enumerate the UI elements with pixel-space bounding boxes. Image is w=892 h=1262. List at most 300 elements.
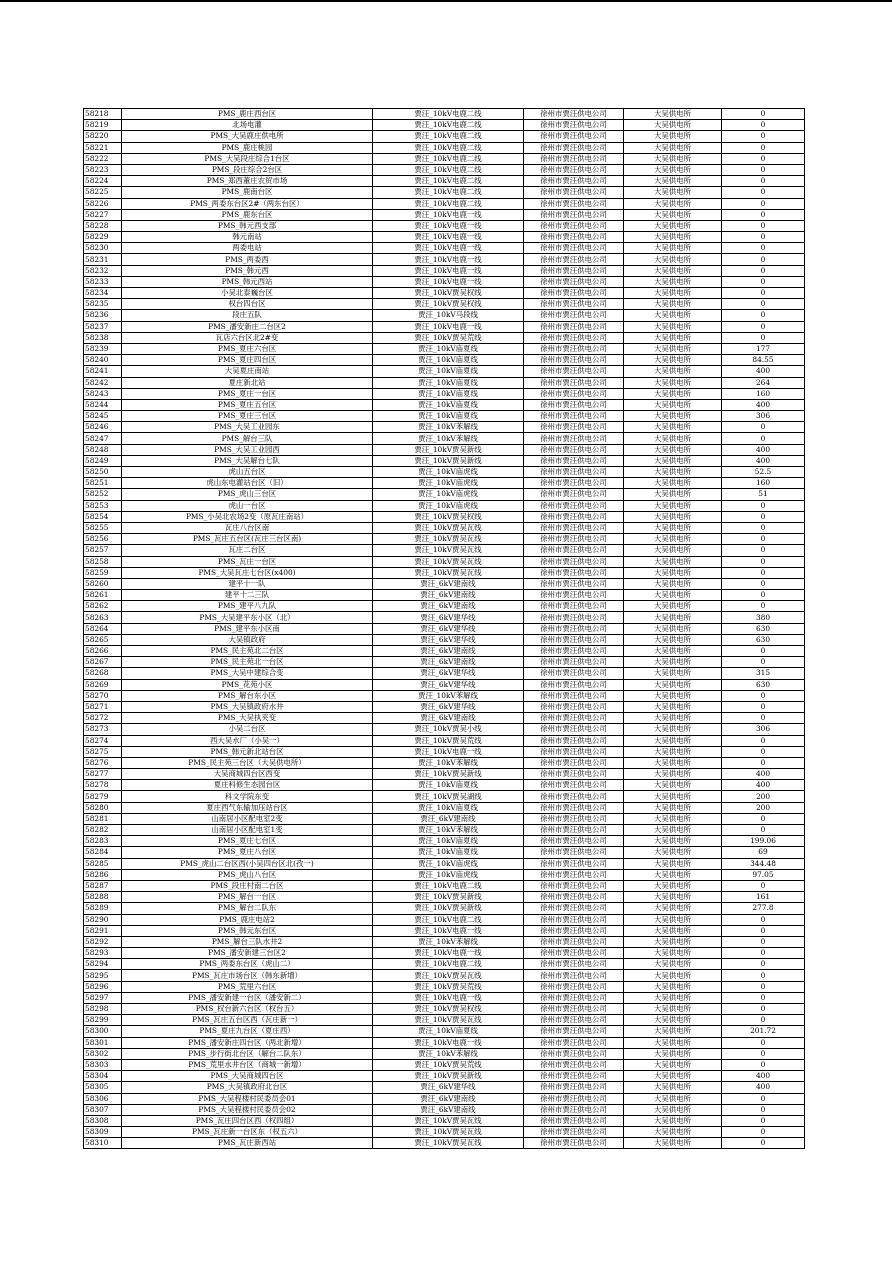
area-name-cell: PMS_大吴建平东小区（北）: [122, 612, 373, 623]
area-name-cell: PMS_鹿庄电站2: [122, 914, 373, 925]
station-cell: 大吴供电所: [624, 959, 722, 970]
capacity-cell: 0: [722, 970, 805, 981]
company-cell: 徐州市贾汪供电公司: [524, 925, 624, 936]
company-cell: 徐州市贾汪供电公司: [524, 209, 624, 220]
record-id-cell: 58235: [84, 299, 122, 310]
area-name-cell: PMS_两委西: [122, 254, 373, 265]
line-name-cell: 贾汪_10kV贾吴权线: [373, 288, 524, 299]
table-row: [84, 1004, 805, 1015]
company-cell: 徐州市贾汪供电公司: [524, 321, 624, 332]
table-row: [84, 522, 805, 533]
table-row: [84, 209, 805, 220]
company-cell: 徐州市贾汪供电公司: [524, 220, 624, 231]
table-row: [84, 914, 805, 925]
station-cell: 大吴供电所: [624, 634, 722, 645]
line-name-cell: 贾汪_10kV贾吴权线: [373, 299, 524, 310]
company-cell: 徐州市贾汪供电公司: [524, 970, 624, 981]
area-name-cell: PMS_两委东台区（虎山二）: [122, 959, 373, 970]
station-cell: 大吴供电所: [624, 131, 722, 142]
capacity-cell: 0: [722, 243, 805, 254]
area-name-cell: PMS_大吴镇政府水井: [122, 701, 373, 712]
capacity-cell: 0: [722, 220, 805, 231]
station-cell: 大吴供电所: [624, 970, 722, 981]
record-id-cell: 58261: [84, 590, 122, 601]
record-id-cell: 58227: [84, 209, 122, 220]
record-id-cell: 58287: [84, 880, 122, 891]
capacity-cell: 0: [722, 265, 805, 276]
capacity-cell: 0: [722, 925, 805, 936]
company-cell: 徐州市贾汪供电公司: [524, 1093, 624, 1104]
record-id-cell: 58308: [84, 1115, 122, 1126]
line-name-cell: 贾汪_10kV庙虎线: [373, 467, 524, 478]
capacity-cell: 0: [722, 276, 805, 287]
line-name-cell: 贾汪_6kV建华线: [373, 623, 524, 634]
capacity-cell: 0: [722, 556, 805, 567]
line-name-cell: 贾汪_10kV贾吴新线: [373, 892, 524, 903]
capacity-cell: 0: [722, 545, 805, 556]
capacity-cell: 0: [722, 825, 805, 836]
capacity-cell: 0: [722, 254, 805, 265]
capacity-cell: 0: [722, 936, 805, 947]
capacity-cell: 0: [722, 310, 805, 321]
area-name-cell: 虎山东电灌站台区（旧）: [122, 478, 373, 489]
capacity-cell: 0: [722, 959, 805, 970]
station-cell: 大吴供电所: [624, 724, 722, 735]
table-row: [84, 981, 805, 992]
station-cell: 大吴供电所: [624, 690, 722, 701]
table-row: [84, 120, 805, 131]
table-body: [84, 109, 805, 1149]
area-name-cell: PMS_荒里六台区: [122, 981, 373, 992]
station-cell: 大吴供电所: [624, 556, 722, 567]
company-cell: 徐州市贾汪供电公司: [524, 243, 624, 254]
area-name-cell: PMS_权台新六台区（权台五）: [122, 1004, 373, 1015]
company-cell: 徐州市贾汪供电公司: [524, 422, 624, 433]
company-cell: 徐州市贾汪供电公司: [524, 444, 624, 455]
company-cell: 徐州市贾汪供电公司: [524, 936, 624, 947]
line-name-cell: 贾汪_10kV庙虎线: [373, 858, 524, 869]
company-cell: 徐州市贾汪供电公司: [524, 1082, 624, 1093]
area-name-cell: PMS_韩元西支部: [122, 220, 373, 231]
area-name-cell: PMS_瓦庄新西站: [122, 1138, 373, 1149]
capacity-cell: 0: [722, 914, 805, 925]
area-name-cell: PMS_荒里水井台区（商城一新增）: [122, 1059, 373, 1070]
company-cell: 徐州市贾汪供电公司: [524, 489, 624, 500]
company-cell: 徐州市贾汪供电公司: [524, 1059, 624, 1070]
station-cell: 大吴供电所: [624, 836, 722, 847]
area-name-cell: PMS_解台二队东: [122, 903, 373, 914]
capacity-cell: 200: [722, 791, 805, 802]
record-id-cell: 58253: [84, 500, 122, 511]
station-cell: 大吴供电所: [624, 411, 722, 422]
company-cell: 徐州市贾汪供电公司: [524, 545, 624, 556]
company-cell: 徐州市贾汪供电公司: [524, 1015, 624, 1026]
line-name-cell: 贾汪_6kV建华线: [373, 612, 524, 623]
table-row: [84, 567, 805, 578]
station-cell: 大吴供电所: [624, 802, 722, 813]
record-id-cell: 58291: [84, 925, 122, 936]
record-id-cell: 58223: [84, 164, 122, 175]
company-cell: 徐州市贾汪供电公司: [524, 522, 624, 533]
company-cell: 徐州市贾汪供电公司: [524, 388, 624, 399]
record-id-cell: 58272: [84, 713, 122, 724]
station-cell: 大吴供电所: [624, 299, 722, 310]
area-name-cell: PMS_段庄村南二台区: [122, 880, 373, 891]
company-cell: 徐州市贾汪供电公司: [524, 1115, 624, 1126]
record-id-cell: 58293: [84, 948, 122, 959]
record-id-cell: 58251: [84, 478, 122, 489]
station-cell: 大吴供电所: [624, 646, 722, 657]
record-id-cell: 58247: [84, 433, 122, 444]
capacity-cell: 0: [722, 992, 805, 1003]
area-name-cell: 大吴商城四台区西变: [122, 769, 373, 780]
table-row: [84, 467, 805, 478]
area-name-cell: PMS_韩元东台区: [122, 925, 373, 936]
table-row: [84, 1015, 805, 1026]
company-cell: 徐州市贾汪供电公司: [524, 769, 624, 780]
area-name-cell: PMS_虎山八台区: [122, 869, 373, 880]
table-row: [84, 690, 805, 701]
record-id-cell: 58270: [84, 690, 122, 701]
station-cell: 大吴供电所: [624, 276, 722, 287]
line-name-cell: 贾汪_10kV电鹿一线: [373, 992, 524, 1003]
company-cell: 徐州市贾汪供电公司: [524, 1004, 624, 1015]
line-name-cell: 贾汪_10kV苯解线: [373, 422, 524, 433]
line-name-cell: 贾汪_10kV庙夏线: [373, 355, 524, 366]
record-id-cell: 58303: [84, 1059, 122, 1070]
company-cell: 徐州市贾汪供电公司: [524, 1127, 624, 1138]
line-name-cell: 贾汪_10kV苯解线: [373, 690, 524, 701]
area-name-cell: PMS_大吴程楼村民委员会02: [122, 1104, 373, 1115]
record-id-cell: 58258: [84, 556, 122, 567]
table-row: [84, 232, 805, 243]
station-cell: 大吴供电所: [624, 399, 722, 410]
record-id-cell: 58220: [84, 131, 122, 142]
line-name-cell: 贾汪_10kV电鹿一线: [373, 265, 524, 276]
table-row: [84, 892, 805, 903]
line-name-cell: 贾汪_10kV苯解线: [373, 757, 524, 768]
record-id-cell: 58288: [84, 892, 122, 903]
capacity-cell: 0: [722, 164, 805, 175]
line-name-cell: 贾汪_10kV贾吴瓦线: [373, 1138, 524, 1149]
record-id-cell: 58242: [84, 377, 122, 388]
capacity-cell: 400: [722, 1071, 805, 1082]
capacity-cell: 0: [722, 153, 805, 164]
record-id-cell: 58301: [84, 1037, 122, 1048]
capacity-cell: 69: [722, 847, 805, 858]
capacity-cell: 315: [722, 668, 805, 679]
record-id-cell: 58255: [84, 522, 122, 533]
area-name-cell: PMS_大吴段庄综合1台区: [122, 153, 373, 164]
area-name-cell: 两委电站: [122, 243, 373, 254]
capacity-cell: 0: [722, 288, 805, 299]
table-row: [84, 1037, 805, 1048]
line-name-cell: 贾汪_10kV贾吴瓦线: [373, 534, 524, 545]
table-row: [84, 444, 805, 455]
area-name-cell: PMS_民主苑北二台区: [122, 646, 373, 657]
table-row: [84, 455, 805, 466]
record-id-cell: 58289: [84, 903, 122, 914]
line-name-cell: 贾汪_10kV贾吴湖线: [373, 791, 524, 802]
company-cell: 徐州市贾汪供电公司: [524, 366, 624, 377]
station-cell: 大吴供电所: [624, 164, 722, 175]
capacity-cell: 0: [722, 735, 805, 746]
station-cell: 大吴供电所: [624, 332, 722, 343]
table-row: [84, 858, 805, 869]
station-cell: 大吴供电所: [624, 1026, 722, 1037]
company-cell: 徐州市贾汪供电公司: [524, 668, 624, 679]
company-cell: 徐州市贾汪供电公司: [524, 153, 624, 164]
record-id-cell: 58232: [84, 265, 122, 276]
table-row: [84, 310, 805, 321]
record-id-cell: 58278: [84, 780, 122, 791]
table-row: [84, 534, 805, 545]
line-name-cell: 贾汪_10kV庙夏线: [373, 343, 524, 354]
line-name-cell: 贾汪_10kV庙虎线: [373, 478, 524, 489]
line-name-cell: 贾汪_10kV贾吴新线: [373, 444, 524, 455]
station-cell: 大吴供电所: [624, 701, 722, 712]
station-cell: 大吴供电所: [624, 377, 722, 388]
table-row: [84, 332, 805, 343]
area-name-cell: PMS_夏庄七台区: [122, 836, 373, 847]
line-name-cell: 贾汪_10kV贾吴荒线: [373, 332, 524, 343]
table-row: [84, 925, 805, 936]
capacity-cell: 0: [722, 131, 805, 142]
capacity-cell: 0: [722, 299, 805, 310]
record-id-cell: 58259: [84, 567, 122, 578]
company-cell: 徐州市贾汪供电公司: [524, 567, 624, 578]
company-cell: 徐州市贾汪供电公司: [524, 455, 624, 466]
line-name-cell: 贾汪_6kV建华线: [373, 701, 524, 712]
company-cell: 徐州市贾汪供电公司: [524, 1071, 624, 1082]
company-cell: 徐州市贾汪供电公司: [524, 377, 624, 388]
station-cell: 大吴供电所: [624, 892, 722, 903]
area-name-cell: PMS_夏庄四台区: [122, 355, 373, 366]
area-name-cell: PMS_瓦庄新一台区东（权五六）: [122, 1127, 373, 1138]
capacity-cell: 161: [722, 892, 805, 903]
line-name-cell: 贾汪_10kV贾吴瓦线: [373, 567, 524, 578]
station-cell: 大吴供电所: [624, 366, 722, 377]
area-name-cell: PMS_潘安新建一台区（潘安新二）: [122, 992, 373, 1003]
station-cell: 大吴供电所: [624, 858, 722, 869]
table-row: [84, 724, 805, 735]
area-name-cell: PMS_虎山三台区: [122, 489, 373, 500]
record-id-cell: 58241: [84, 366, 122, 377]
area-name-cell: PMS_大吴鹿庄供电所: [122, 131, 373, 142]
area-name-cell: PMS_虎山二台区西(小吴四台区北(孜一): [122, 858, 373, 869]
company-cell: 徐州市贾汪供电公司: [524, 142, 624, 153]
station-cell: 大吴供电所: [624, 522, 722, 533]
station-cell: 大吴供电所: [624, 757, 722, 768]
company-cell: 徐州市贾汪供电公司: [524, 534, 624, 545]
capacity-cell: 630: [722, 679, 805, 690]
table-row: [84, 399, 805, 410]
area-name-cell: 夏庄西气东输加压站台区: [122, 802, 373, 813]
record-id-cell: 58284: [84, 847, 122, 858]
table-row: [84, 970, 805, 981]
record-id-cell: 58233: [84, 276, 122, 287]
line-name-cell: 贾汪_6kV建南线: [373, 657, 524, 668]
table-row: [84, 299, 805, 310]
station-cell: 大吴供电所: [624, 735, 722, 746]
record-id-cell: 58306: [84, 1093, 122, 1104]
record-id-cell: 58228: [84, 220, 122, 231]
table-row: [84, 478, 805, 489]
table-row: [84, 556, 805, 567]
station-cell: 大吴供电所: [624, 388, 722, 399]
company-cell: 徐州市贾汪供电公司: [524, 646, 624, 657]
station-cell: 大吴供电所: [624, 813, 722, 824]
station-cell: 大吴供电所: [624, 981, 722, 992]
capacity-cell: 0: [722, 1059, 805, 1070]
capacity-cell: 0: [722, 232, 805, 243]
line-name-cell: 贾汪_10kV电鹿一线: [373, 220, 524, 231]
table-row: [84, 948, 805, 959]
line-name-cell: 贾汪_10kV电鹿一线: [373, 948, 524, 959]
record-id-cell: 58231: [84, 254, 122, 265]
record-id-cell: 58222: [84, 153, 122, 164]
record-id-cell: 58236: [84, 310, 122, 321]
record-id-cell: 58283: [84, 836, 122, 847]
area-name-cell: PMS_大吴执夹变: [122, 713, 373, 724]
station-cell: 大吴供电所: [624, 1127, 722, 1138]
station-cell: 大吴供电所: [624, 780, 722, 791]
capacity-cell: 0: [722, 701, 805, 712]
area-name-cell: PMS_大吴工业园西: [122, 444, 373, 455]
company-cell: 徐州市贾汪供电公司: [524, 1138, 624, 1149]
company-cell: 徐州市贾汪供电公司: [524, 411, 624, 422]
company-cell: 徐州市贾汪供电公司: [524, 981, 624, 992]
record-id-cell: 58296: [84, 981, 122, 992]
area-name-cell: PMS_鹿南台区: [122, 187, 373, 198]
capacity-cell: 0: [722, 120, 805, 131]
area-name-cell: PMS_潘安新建三台区2: [122, 948, 373, 959]
table-row: [84, 1138, 805, 1149]
company-cell: 徐州市贾汪供电公司: [524, 746, 624, 757]
area-name-cell: PMS_潘安新庄四台区（两北新增）: [122, 1037, 373, 1048]
table-row: [84, 545, 805, 556]
record-id-cell: 58226: [84, 198, 122, 209]
capacity-cell: 0: [722, 713, 805, 724]
table-row: [84, 903, 805, 914]
line-name-cell: 贾汪_10kV电鹿二线: [373, 131, 524, 142]
area-name-cell: 大吴夏庄南站: [122, 366, 373, 377]
capacity-cell: 0: [722, 1127, 805, 1138]
capacity-cell: 0: [722, 433, 805, 444]
table-row: [84, 1059, 805, 1070]
record-id-cell: 58286: [84, 869, 122, 880]
station-cell: 大吴供电所: [624, 936, 722, 947]
record-id-cell: 58234: [84, 288, 122, 299]
area-name-cell: 山南居小区配电室1变: [122, 825, 373, 836]
table-row: [84, 880, 805, 891]
capacity-cell: 0: [722, 1004, 805, 1015]
capacity-cell: 0: [722, 948, 805, 959]
table-row: [84, 265, 805, 276]
line-name-cell: 贾汪_10kV苯解线: [373, 825, 524, 836]
line-name-cell: 贾汪_10kV电鹿一线: [373, 209, 524, 220]
company-cell: 徐州市贾汪供电公司: [524, 399, 624, 410]
table-row: [84, 243, 805, 254]
capacity-cell: 0: [722, 880, 805, 891]
capacity-cell: 0: [722, 422, 805, 433]
area-name-cell: PMS_潘安新庄二台区2: [122, 321, 373, 332]
station-cell: 大吴供电所: [624, 1104, 722, 1115]
record-id-cell: 58273: [84, 724, 122, 735]
table-row: [84, 276, 805, 287]
station-cell: 大吴供电所: [624, 601, 722, 612]
company-cell: 徐州市贾汪供电公司: [524, 903, 624, 914]
capacity-cell: 400: [722, 366, 805, 377]
area-name-cell: PMS_大吴工业园东: [122, 422, 373, 433]
line-name-cell: 贾汪_6kV建南线: [373, 590, 524, 601]
station-cell: 大吴供电所: [624, 746, 722, 757]
area-name-cell: 段庄五队: [122, 310, 373, 321]
company-cell: 徐州市贾汪供电公司: [524, 634, 624, 645]
area-name-cell: PMS_瓦庄一台区: [122, 556, 373, 567]
line-name-cell: 贾汪_10kV贾吴瓦线: [373, 970, 524, 981]
station-cell: 大吴供电所: [624, 433, 722, 444]
capacity-cell: 160: [722, 388, 805, 399]
table-row: [84, 869, 805, 880]
table-row: [84, 791, 805, 802]
capacity-cell: 0: [722, 590, 805, 601]
record-id-cell: 58269: [84, 679, 122, 690]
table-row: [84, 511, 805, 522]
record-id-cell: 58309: [84, 1127, 122, 1138]
line-name-cell: 贾汪_10kV庙夏线: [373, 780, 524, 791]
station-cell: 大吴供电所: [624, 254, 722, 265]
line-name-cell: 贾汪_10kV电鹿一线: [373, 276, 524, 287]
area-name-cell: 小吴二台区: [122, 724, 373, 735]
area-name-cell: PMS_解台一台区: [122, 892, 373, 903]
station-cell: 大吴供电所: [624, 925, 722, 936]
area-name-cell: 小吴北泰巍台区: [122, 288, 373, 299]
capacity-cell: 0: [722, 500, 805, 511]
capacity-cell: 0: [722, 601, 805, 612]
station-cell: 大吴供电所: [624, 657, 722, 668]
record-id-cell: 58282: [84, 825, 122, 836]
company-cell: 徐州市贾汪供电公司: [524, 578, 624, 589]
table-row: [84, 757, 805, 768]
table-row: [84, 131, 805, 142]
line-name-cell: 贾汪_10kV电鹿二线: [373, 959, 524, 970]
area-name-cell: 虎山五台区: [122, 467, 373, 478]
station-cell: 大吴供电所: [624, 265, 722, 276]
company-cell: 徐州市贾汪供电公司: [524, 254, 624, 265]
table-row: [84, 500, 805, 511]
record-id-cell: 58299: [84, 1015, 122, 1026]
table-row: [84, 1115, 805, 1126]
table-row: [84, 601, 805, 612]
table-row: [84, 735, 805, 746]
company-cell: 徐州市贾汪供电公司: [524, 120, 624, 131]
capacity-cell: 0: [722, 690, 805, 701]
company-cell: 徐州市贾汪供电公司: [524, 713, 624, 724]
station-cell: 大吴供电所: [624, 321, 722, 332]
line-name-cell: 贾汪_6kV建南线: [373, 1093, 524, 1104]
line-name-cell: 贾汪_10kV贾吴瓦线: [373, 1127, 524, 1138]
area-name-cell: 夏庄科修生态园台区: [122, 780, 373, 791]
capacity-cell: 306: [722, 724, 805, 735]
area-name-cell: PMS_瓦庄市场台区（韩东新增）: [122, 970, 373, 981]
area-name-cell: PMS_解台东小区: [122, 690, 373, 701]
capacity-cell: 0: [722, 109, 805, 120]
table-row: [84, 142, 805, 153]
capacity-cell: 344.48: [722, 858, 805, 869]
line-name-cell: 贾汪_10kV庙夏线: [373, 366, 524, 377]
area-name-cell: PMS_建平八九队: [122, 601, 373, 612]
